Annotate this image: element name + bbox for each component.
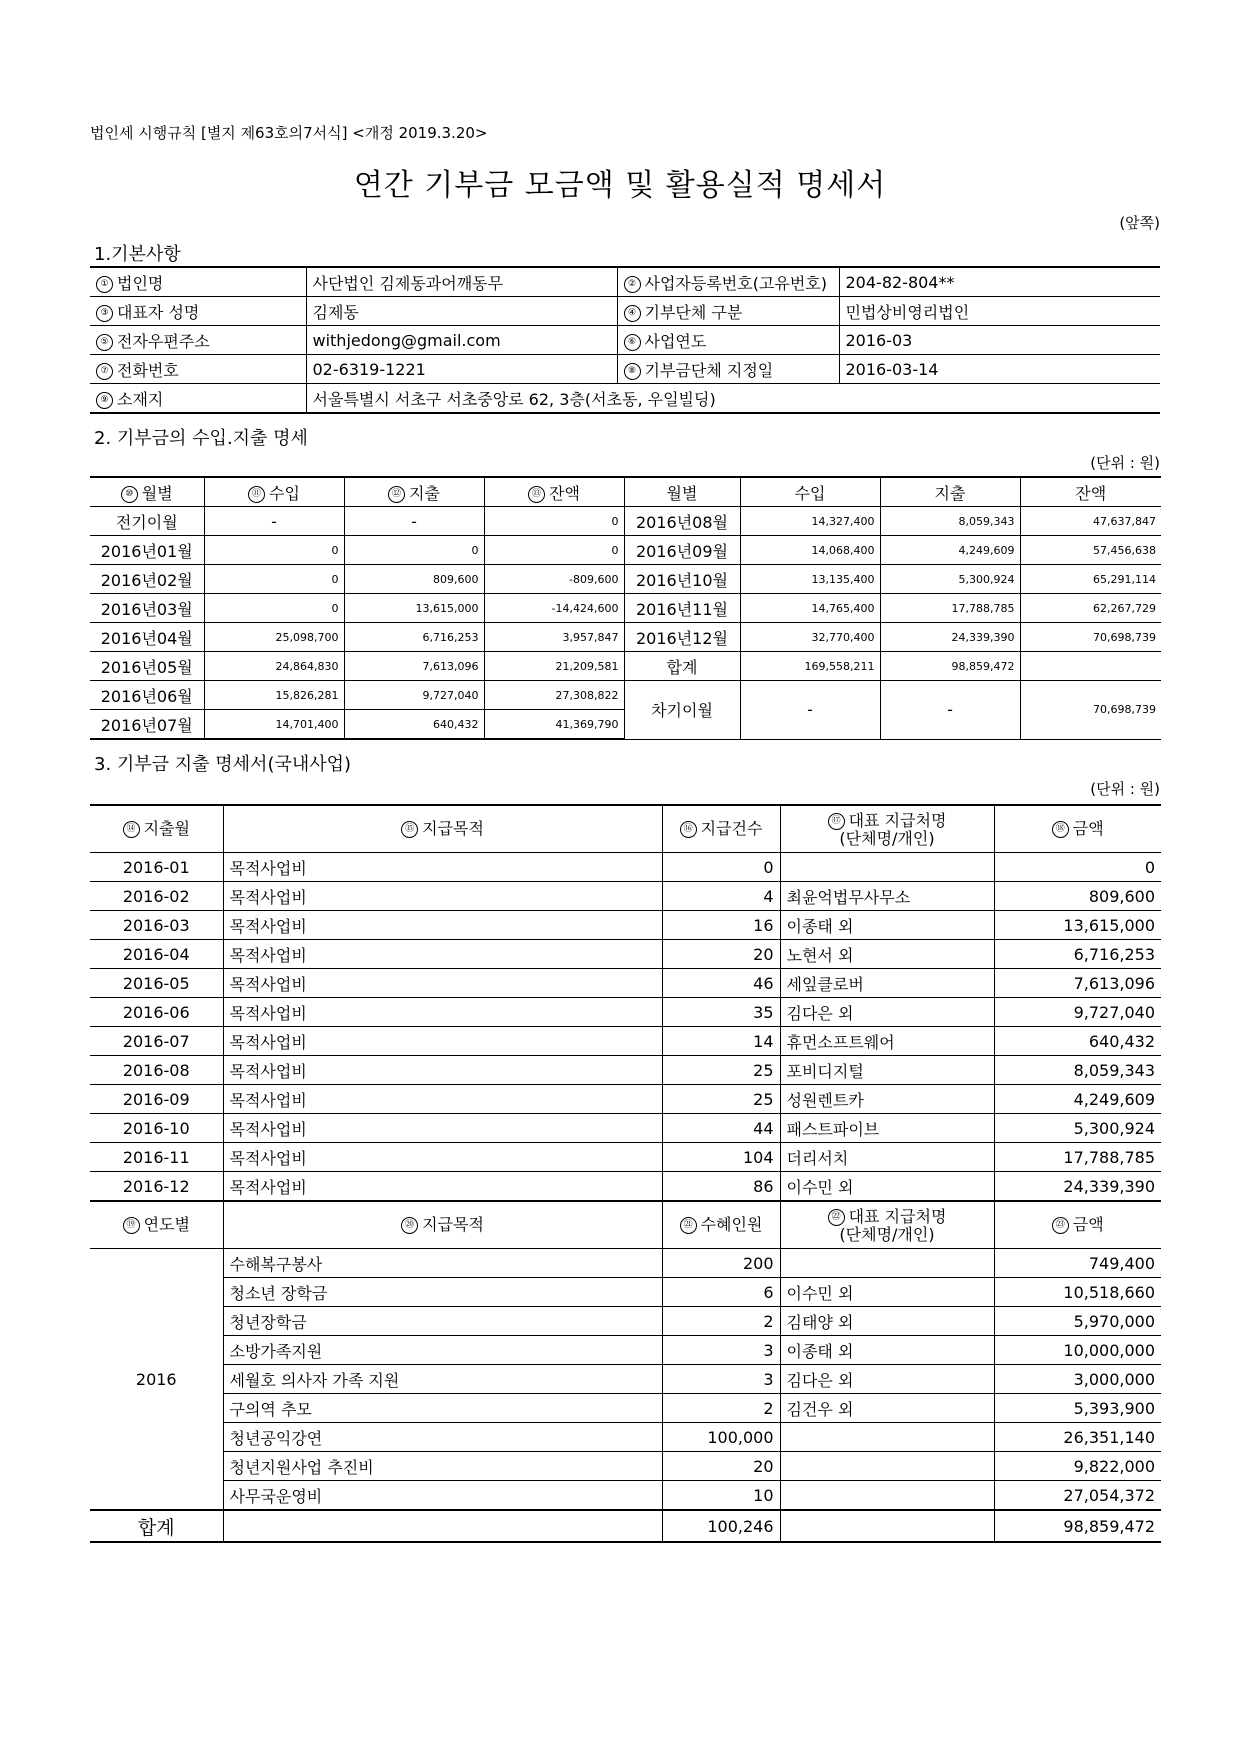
item-number-badge: ⑯ — [680, 821, 697, 838]
purpose-cell: 목적사업비 — [223, 911, 662, 940]
income-cell: 14,701,400 — [204, 710, 344, 740]
balance-cell: 0 — [484, 507, 624, 536]
balance-cell: 21,209,581 — [484, 652, 624, 681]
yearly-row — [90, 1423, 1161, 1452]
column-header-text: 지급목적 — [422, 1215, 484, 1234]
month-cell: 2016년08월 — [624, 507, 740, 536]
payee-cell — [780, 853, 994, 882]
column-header-text: 금액 — [1072, 1215, 1104, 1234]
column-header-text: 금액 — [1072, 819, 1104, 838]
total-purpose-cell — [223, 1510, 662, 1542]
income-row — [90, 594, 1161, 623]
income-cell: 13,135,400 — [740, 565, 880, 594]
expense-cell: - — [344, 507, 484, 536]
income-row — [90, 623, 1161, 652]
income-cell: 0 — [204, 565, 344, 594]
item-number-badge: ⑪ — [248, 486, 265, 503]
column-header-text: 잔액 — [1075, 483, 1107, 503]
address-row — [90, 384, 1160, 414]
item-number-badge: ⑨ — [96, 392, 113, 409]
income-cell: 25,098,700 — [204, 623, 344, 652]
month-cell: 2016년05월 — [90, 652, 204, 681]
balance-cell: 70,698,739 — [1020, 623, 1161, 652]
count-cell: 46 — [662, 969, 780, 998]
yearly-row — [90, 1249, 1161, 1278]
expense-cell: 8,059,343 — [880, 507, 1020, 536]
expense-cell: 5,300,924 — [880, 565, 1020, 594]
item-number-badge: ⑬ — [528, 486, 545, 503]
info-value: 김제동 — [306, 297, 617, 326]
payee-cell: 휴먼소프트웨어 — [780, 1027, 994, 1056]
carry-month-cell: 차기이월 — [624, 681, 740, 740]
item-number-badge: ⑦ — [96, 363, 113, 380]
column-header — [780, 1201, 994, 1249]
carry-income-cell: - — [740, 681, 880, 740]
count-cell: 104 — [662, 1143, 780, 1172]
balance-cell: 62,267,729 — [1020, 594, 1161, 623]
item-number-badge: ㉑ — [680, 1217, 697, 1234]
payee-cell: 김다은 외 — [780, 1365, 994, 1394]
item-number-badge: ⑩ — [121, 486, 138, 503]
balance-cell: 57,456,638 — [1020, 536, 1161, 565]
expense-cell: 9,727,040 — [344, 681, 484, 710]
payee-cell: 더리서치 — [780, 1143, 994, 1172]
amount-cell: 640,432 — [994, 1027, 1161, 1056]
column-header — [994, 805, 1161, 853]
section1-title: 1.기본사항 — [94, 244, 181, 265]
income-cell: 14,765,400 — [740, 594, 880, 623]
section2-unit: (단위 : 원) — [1090, 454, 1160, 472]
column-header-text: 잔액 — [549, 483, 580, 503]
month-cell: 2016-01 — [90, 853, 223, 882]
payee-cell — [780, 1423, 994, 1452]
column-header-text: 지출 — [409, 483, 440, 503]
info-row — [90, 297, 1160, 326]
item-number-badge: ② — [624, 276, 641, 293]
count-cell: 3 — [662, 1336, 780, 1365]
amount-cell: 8,059,343 — [994, 1056, 1161, 1085]
expense-cell: 17,788,785 — [880, 594, 1020, 623]
income-cell: 24,864,830 — [204, 652, 344, 681]
purpose-cell: 목적사업비 — [223, 1085, 662, 1114]
payee-cell: 세잎클로버 — [780, 969, 994, 998]
count-cell: 100,000 — [662, 1423, 780, 1452]
count-cell: 20 — [662, 940, 780, 969]
info-row — [90, 267, 1160, 297]
section2-title: 2. 기부금의 수입.지출 명세 — [94, 428, 308, 449]
column-header — [1020, 477, 1161, 507]
purpose-cell: 구의역 추모 — [223, 1394, 662, 1423]
expense-cell: 4,249,609 — [880, 536, 1020, 565]
income-cell: 32,770,400 — [740, 623, 880, 652]
column-header — [624, 477, 740, 507]
expenditure-row — [90, 1143, 1161, 1172]
month-cell: 2016-04 — [90, 940, 223, 969]
column-header — [223, 1201, 662, 1249]
purpose-cell: 청년공익강연 — [223, 1423, 662, 1452]
count-cell: 2 — [662, 1307, 780, 1336]
payee-cell: 이종태 외 — [780, 911, 994, 940]
column-header — [780, 805, 994, 853]
amount-cell: 5,393,900 — [994, 1394, 1161, 1423]
expenditure-row — [90, 1114, 1161, 1143]
item-number-badge: ⑤ — [96, 334, 113, 351]
amount-cell: 10,000,000 — [994, 1336, 1161, 1365]
count-cell: 35 — [662, 998, 780, 1027]
month-cell: 2016-05 — [90, 969, 223, 998]
expenditure-header-row — [90, 1201, 1161, 1249]
carry-balance-cell: 70,698,739 — [1020, 681, 1161, 740]
purpose-cell: 목적사업비 — [223, 969, 662, 998]
column-header — [880, 477, 1020, 507]
column-header — [740, 477, 880, 507]
balance-cell: 65,291,114 — [1020, 565, 1161, 594]
yearly-row — [90, 1481, 1161, 1511]
column-header-subtext: (단체명/개인) — [839, 828, 935, 848]
total-label: 합계 — [90, 1510, 223, 1542]
item-number-badge: ⑱ — [1052, 821, 1069, 838]
info-label — [617, 355, 839, 384]
item-number-badge: ⑲ — [123, 1217, 140, 1234]
info-label — [90, 326, 306, 355]
month-cell: 2016-07 — [90, 1027, 223, 1056]
count-cell: 16 — [662, 911, 780, 940]
income-cell: 0 — [204, 536, 344, 565]
info-label — [90, 267, 306, 297]
column-header — [662, 805, 780, 853]
payee-cell — [780, 1452, 994, 1481]
month-cell: 2016년04월 — [90, 623, 204, 652]
payee-cell: 이수민 외 — [780, 1278, 994, 1307]
expenditure-row — [90, 969, 1161, 998]
count-cell: 14 — [662, 1027, 780, 1056]
column-header — [223, 805, 662, 853]
month-cell: 2016-06 — [90, 998, 223, 1027]
expenditure-row — [90, 882, 1161, 911]
year-cell: 2016 — [90, 1249, 223, 1511]
count-cell: 25 — [662, 1056, 780, 1085]
yearly-row — [90, 1336, 1161, 1365]
count-cell: 0 — [662, 853, 780, 882]
income-row — [90, 536, 1161, 565]
info-label-text: 소재지 — [117, 389, 164, 409]
item-number-badge: ③ — [96, 305, 113, 322]
column-header-text: 대표 지급처명 — [848, 1206, 947, 1226]
amount-cell: 809,600 — [994, 882, 1161, 911]
expenditure-row — [90, 1027, 1161, 1056]
balance-cell: 3,957,847 — [484, 623, 624, 652]
balance-cell — [1020, 652, 1161, 681]
expense-cell: 98,859,472 — [880, 652, 1020, 681]
purpose-cell: 목적사업비 — [223, 1027, 662, 1056]
column-header — [90, 477, 204, 507]
item-number-badge: ㉒ — [828, 1209, 845, 1226]
basic-info-table — [90, 266, 1160, 414]
amount-cell: 13,615,000 — [994, 911, 1161, 940]
expenditure-row — [90, 911, 1161, 940]
column-header — [204, 477, 344, 507]
column-header-text: 지출월 — [143, 819, 190, 838]
total-amount: 98,859,472 — [994, 1510, 1161, 1542]
item-number-badge: ④ — [624, 305, 641, 322]
income-cell: 14,068,400 — [740, 536, 880, 565]
payee-cell: 김다은 외 — [780, 998, 994, 1027]
purpose-cell: 청소년 장학금 — [223, 1278, 662, 1307]
amount-cell: 9,822,000 — [994, 1452, 1161, 1481]
yearly-row — [90, 1365, 1161, 1394]
purpose-cell: 목적사업비 — [223, 882, 662, 911]
purpose-cell: 목적사업비 — [223, 853, 662, 882]
month-cell: 2016년11월 — [624, 594, 740, 623]
total-payee-cell — [780, 1510, 994, 1542]
purpose-cell: 목적사업비 — [223, 1056, 662, 1085]
balance-cell: 0 — [484, 536, 624, 565]
expense-cell: 7,613,096 — [344, 652, 484, 681]
expense-cell: 640,432 — [344, 710, 484, 740]
info-value: 사단법인 김제동과어깨동무 — [306, 267, 617, 297]
column-header — [662, 1201, 780, 1249]
item-number-badge: ⑧ — [624, 363, 641, 380]
info-label-text: 기부금단체 지정일 — [644, 360, 774, 380]
expenditure-row — [90, 940, 1161, 969]
purpose-cell: 목적사업비 — [223, 1114, 662, 1143]
expense-cell: 809,600 — [344, 565, 484, 594]
info-label-text: 사업자등록번호(고유번호) — [644, 273, 828, 293]
law-reference: 법인세 시행규칙 [별지 제63호의7서식] <개정 2019.3.20> — [90, 124, 488, 142]
info-value: withjedong@gmail.com — [306, 326, 617, 355]
yearly-row — [90, 1452, 1161, 1481]
amount-cell: 24,339,390 — [994, 1172, 1161, 1202]
info-value: 2016-03 — [839, 326, 1160, 355]
income-cell: 0 — [204, 594, 344, 623]
column-header-text: 수혜인원 — [700, 1215, 763, 1234]
section3-unit: (단위 : 원) — [1090, 780, 1160, 798]
count-cell: 44 — [662, 1114, 780, 1143]
yearly-row — [90, 1394, 1161, 1423]
carry-expense-cell: - — [880, 681, 1020, 740]
expenditure-table — [90, 804, 1161, 1543]
info-value: 민법상비영리법인 — [839, 297, 1160, 326]
month-cell: 2016년03월 — [90, 594, 204, 623]
balance-cell: 47,637,847 — [1020, 507, 1161, 536]
info-label-text: 법인명 — [117, 273, 164, 293]
amount-cell: 17,788,785 — [994, 1143, 1161, 1172]
item-number-badge: ⑥ — [624, 334, 641, 351]
purpose-cell: 수해복구봉사 — [223, 1249, 662, 1278]
month-cell: 2016년12월 — [624, 623, 740, 652]
expenditure-row — [90, 1056, 1161, 1085]
info-label — [617, 326, 839, 355]
total-count: 100,246 — [662, 1510, 780, 1542]
column-header — [344, 477, 484, 507]
month-cell: 2016-10 — [90, 1114, 223, 1143]
column-header-text: 연도별 — [143, 1215, 190, 1234]
month-cell: 2016년10월 — [624, 565, 740, 594]
count-cell: 20 — [662, 1452, 780, 1481]
income-cell: - — [204, 507, 344, 536]
payee-cell — [780, 1249, 994, 1278]
amount-cell: 10,518,660 — [994, 1278, 1161, 1307]
income-row — [90, 652, 1161, 681]
column-header-text: 수입 — [794, 483, 826, 503]
purpose-cell: 세월호 의사자 가족 지원 — [223, 1365, 662, 1394]
info-label-text: 사업연도 — [644, 331, 707, 351]
payee-cell: 노현서 외 — [780, 940, 994, 969]
month-cell: 2016-11 — [90, 1143, 223, 1172]
column-header-text: 월별 — [141, 483, 173, 503]
balance-cell: -809,600 — [484, 565, 624, 594]
expense-cell: 13,615,000 — [344, 594, 484, 623]
payee-cell: 김건우 외 — [780, 1394, 994, 1423]
front-page-label: (앞쪽) — [1119, 214, 1160, 232]
month-cell: 전기이월 — [90, 507, 204, 536]
count-cell: 25 — [662, 1085, 780, 1114]
expenditure-row — [90, 1172, 1161, 1202]
expense-cell: 24,339,390 — [880, 623, 1020, 652]
purpose-cell: 목적사업비 — [223, 998, 662, 1027]
payee-cell: 최윤억법무사무소 — [780, 882, 994, 911]
income-row — [90, 507, 1161, 536]
purpose-cell: 소방가족지원 — [223, 1336, 662, 1365]
purpose-cell: 청년장학금 — [223, 1307, 662, 1336]
count-cell: 6 — [662, 1278, 780, 1307]
payee-cell — [780, 1481, 994, 1511]
info-label-text: 전자우편주소 — [117, 331, 210, 351]
expenditure-row — [90, 853, 1161, 882]
payee-cell: 패스트파이브 — [780, 1114, 994, 1143]
amount-cell: 6,716,253 — [994, 940, 1161, 969]
income-row — [90, 681, 1161, 710]
address-value: 서울특별시 서초구 서초중앙로 62, 3층(서초동, 우일빌딩) — [306, 384, 1160, 414]
item-number-badge: ㉓ — [1052, 1217, 1069, 1234]
month-cell: 2016년06월 — [90, 681, 204, 710]
address-label — [90, 384, 306, 414]
column-header — [484, 477, 624, 507]
expenditure-row — [90, 1085, 1161, 1114]
column-header-text: 지급목적 — [422, 819, 484, 838]
info-value: 02-6319-1221 — [306, 355, 617, 384]
column-header-subtext: (단체명/개인) — [839, 1224, 935, 1244]
month-cell: 2016-12 — [90, 1172, 223, 1202]
amount-cell: 4,249,609 — [994, 1085, 1161, 1114]
expenditure-header-row — [90, 805, 1161, 853]
column-header — [90, 1201, 223, 1249]
amount-cell: 0 — [994, 853, 1161, 882]
month-cell: 합계 — [624, 652, 740, 681]
count-cell: 3 — [662, 1365, 780, 1394]
info-label — [90, 297, 306, 326]
amount-cell: 9,727,040 — [994, 998, 1161, 1027]
amount-cell: 27,054,372 — [994, 1481, 1161, 1511]
column-header-text: 지급건수 — [700, 819, 763, 838]
item-number-badge: ⑰ — [828, 813, 845, 830]
info-row — [90, 355, 1160, 384]
amount-cell: 7,613,096 — [994, 969, 1161, 998]
column-header — [994, 1201, 1161, 1249]
page-title: 연간 기부금 모금액 및 활용실적 명세서 — [353, 168, 887, 203]
count-cell: 86 — [662, 1172, 780, 1202]
column-header-text: 지출 — [934, 483, 966, 503]
info-label-text: 전화번호 — [117, 360, 179, 380]
info-label — [617, 297, 839, 326]
purpose-cell: 목적사업비 — [223, 940, 662, 969]
income-expense-table — [90, 476, 1161, 740]
count-cell: 10 — [662, 1481, 780, 1511]
month-cell: 2016년07월 — [90, 710, 204, 740]
month-cell: 2016년01월 — [90, 536, 204, 565]
expense-cell: 6,716,253 — [344, 623, 484, 652]
item-number-badge: ① — [96, 276, 113, 293]
column-header — [90, 805, 223, 853]
purpose-cell: 청년지원사업 추진비 — [223, 1452, 662, 1481]
income-cell: 15,826,281 — [204, 681, 344, 710]
month-cell: 2016-03 — [90, 911, 223, 940]
balance-cell: 41,369,790 — [484, 710, 624, 740]
count-cell: 2 — [662, 1394, 780, 1423]
month-cell: 2016년09월 — [624, 536, 740, 565]
count-cell: 4 — [662, 882, 780, 911]
item-number-badge: ⑫ — [388, 486, 405, 503]
item-number-badge: ⑭ — [123, 821, 140, 838]
info-label — [90, 355, 306, 384]
purpose-cell: 사무국운영비 — [223, 1481, 662, 1511]
info-value: 204-82-804** — [839, 267, 1160, 297]
yearly-row — [90, 1307, 1161, 1336]
item-number-badge: ⑳ — [401, 1217, 418, 1234]
amount-cell: 5,300,924 — [994, 1114, 1161, 1143]
section3-title: 3. 기부금 지출 명세서(국내사업) — [94, 754, 352, 775]
column-header-text: 월별 — [666, 483, 698, 503]
income-cell: 169,558,211 — [740, 652, 880, 681]
info-label — [617, 267, 839, 297]
info-value: 2016-03-14 — [839, 355, 1160, 384]
income-row — [90, 565, 1161, 594]
payee-cell: 김태양 외 — [780, 1307, 994, 1336]
expenditure-row — [90, 998, 1161, 1027]
month-cell: 2016-09 — [90, 1085, 223, 1114]
month-cell: 2016-02 — [90, 882, 223, 911]
payee-cell: 포비디지털 — [780, 1056, 994, 1085]
balance-cell: -14,424,600 — [484, 594, 624, 623]
info-label-text: 대표자 성명 — [117, 302, 200, 322]
payee-cell: 성원렌트카 — [780, 1085, 994, 1114]
payee-cell: 이종태 외 — [780, 1336, 994, 1365]
balance-cell: 27,308,822 — [484, 681, 624, 710]
purpose-cell: 목적사업비 — [223, 1143, 662, 1172]
amount-cell: 5,970,000 — [994, 1307, 1161, 1336]
info-row — [90, 326, 1160, 355]
expense-cell: 0 — [344, 536, 484, 565]
count-cell: 200 — [662, 1249, 780, 1278]
column-header-text: 수입 — [269, 483, 300, 503]
purpose-cell: 목적사업비 — [223, 1172, 662, 1202]
column-header-text: 대표 지급처명 — [848, 810, 947, 830]
amount-cell: 749,400 — [994, 1249, 1161, 1278]
info-label-text: 기부단체 구분 — [644, 302, 743, 322]
income-cell: 14,327,400 — [740, 507, 880, 536]
income-header-row — [90, 477, 1161, 507]
amount-cell: 26,351,140 — [994, 1423, 1161, 1452]
item-number-badge: ⑮ — [401, 821, 418, 838]
yearly-row — [90, 1278, 1161, 1307]
payee-cell: 이수민 외 — [780, 1172, 994, 1202]
amount-cell: 3,000,000 — [994, 1365, 1161, 1394]
month-cell: 2016년02월 — [90, 565, 204, 594]
month-cell: 2016-08 — [90, 1056, 223, 1085]
total-row — [90, 1510, 1161, 1542]
